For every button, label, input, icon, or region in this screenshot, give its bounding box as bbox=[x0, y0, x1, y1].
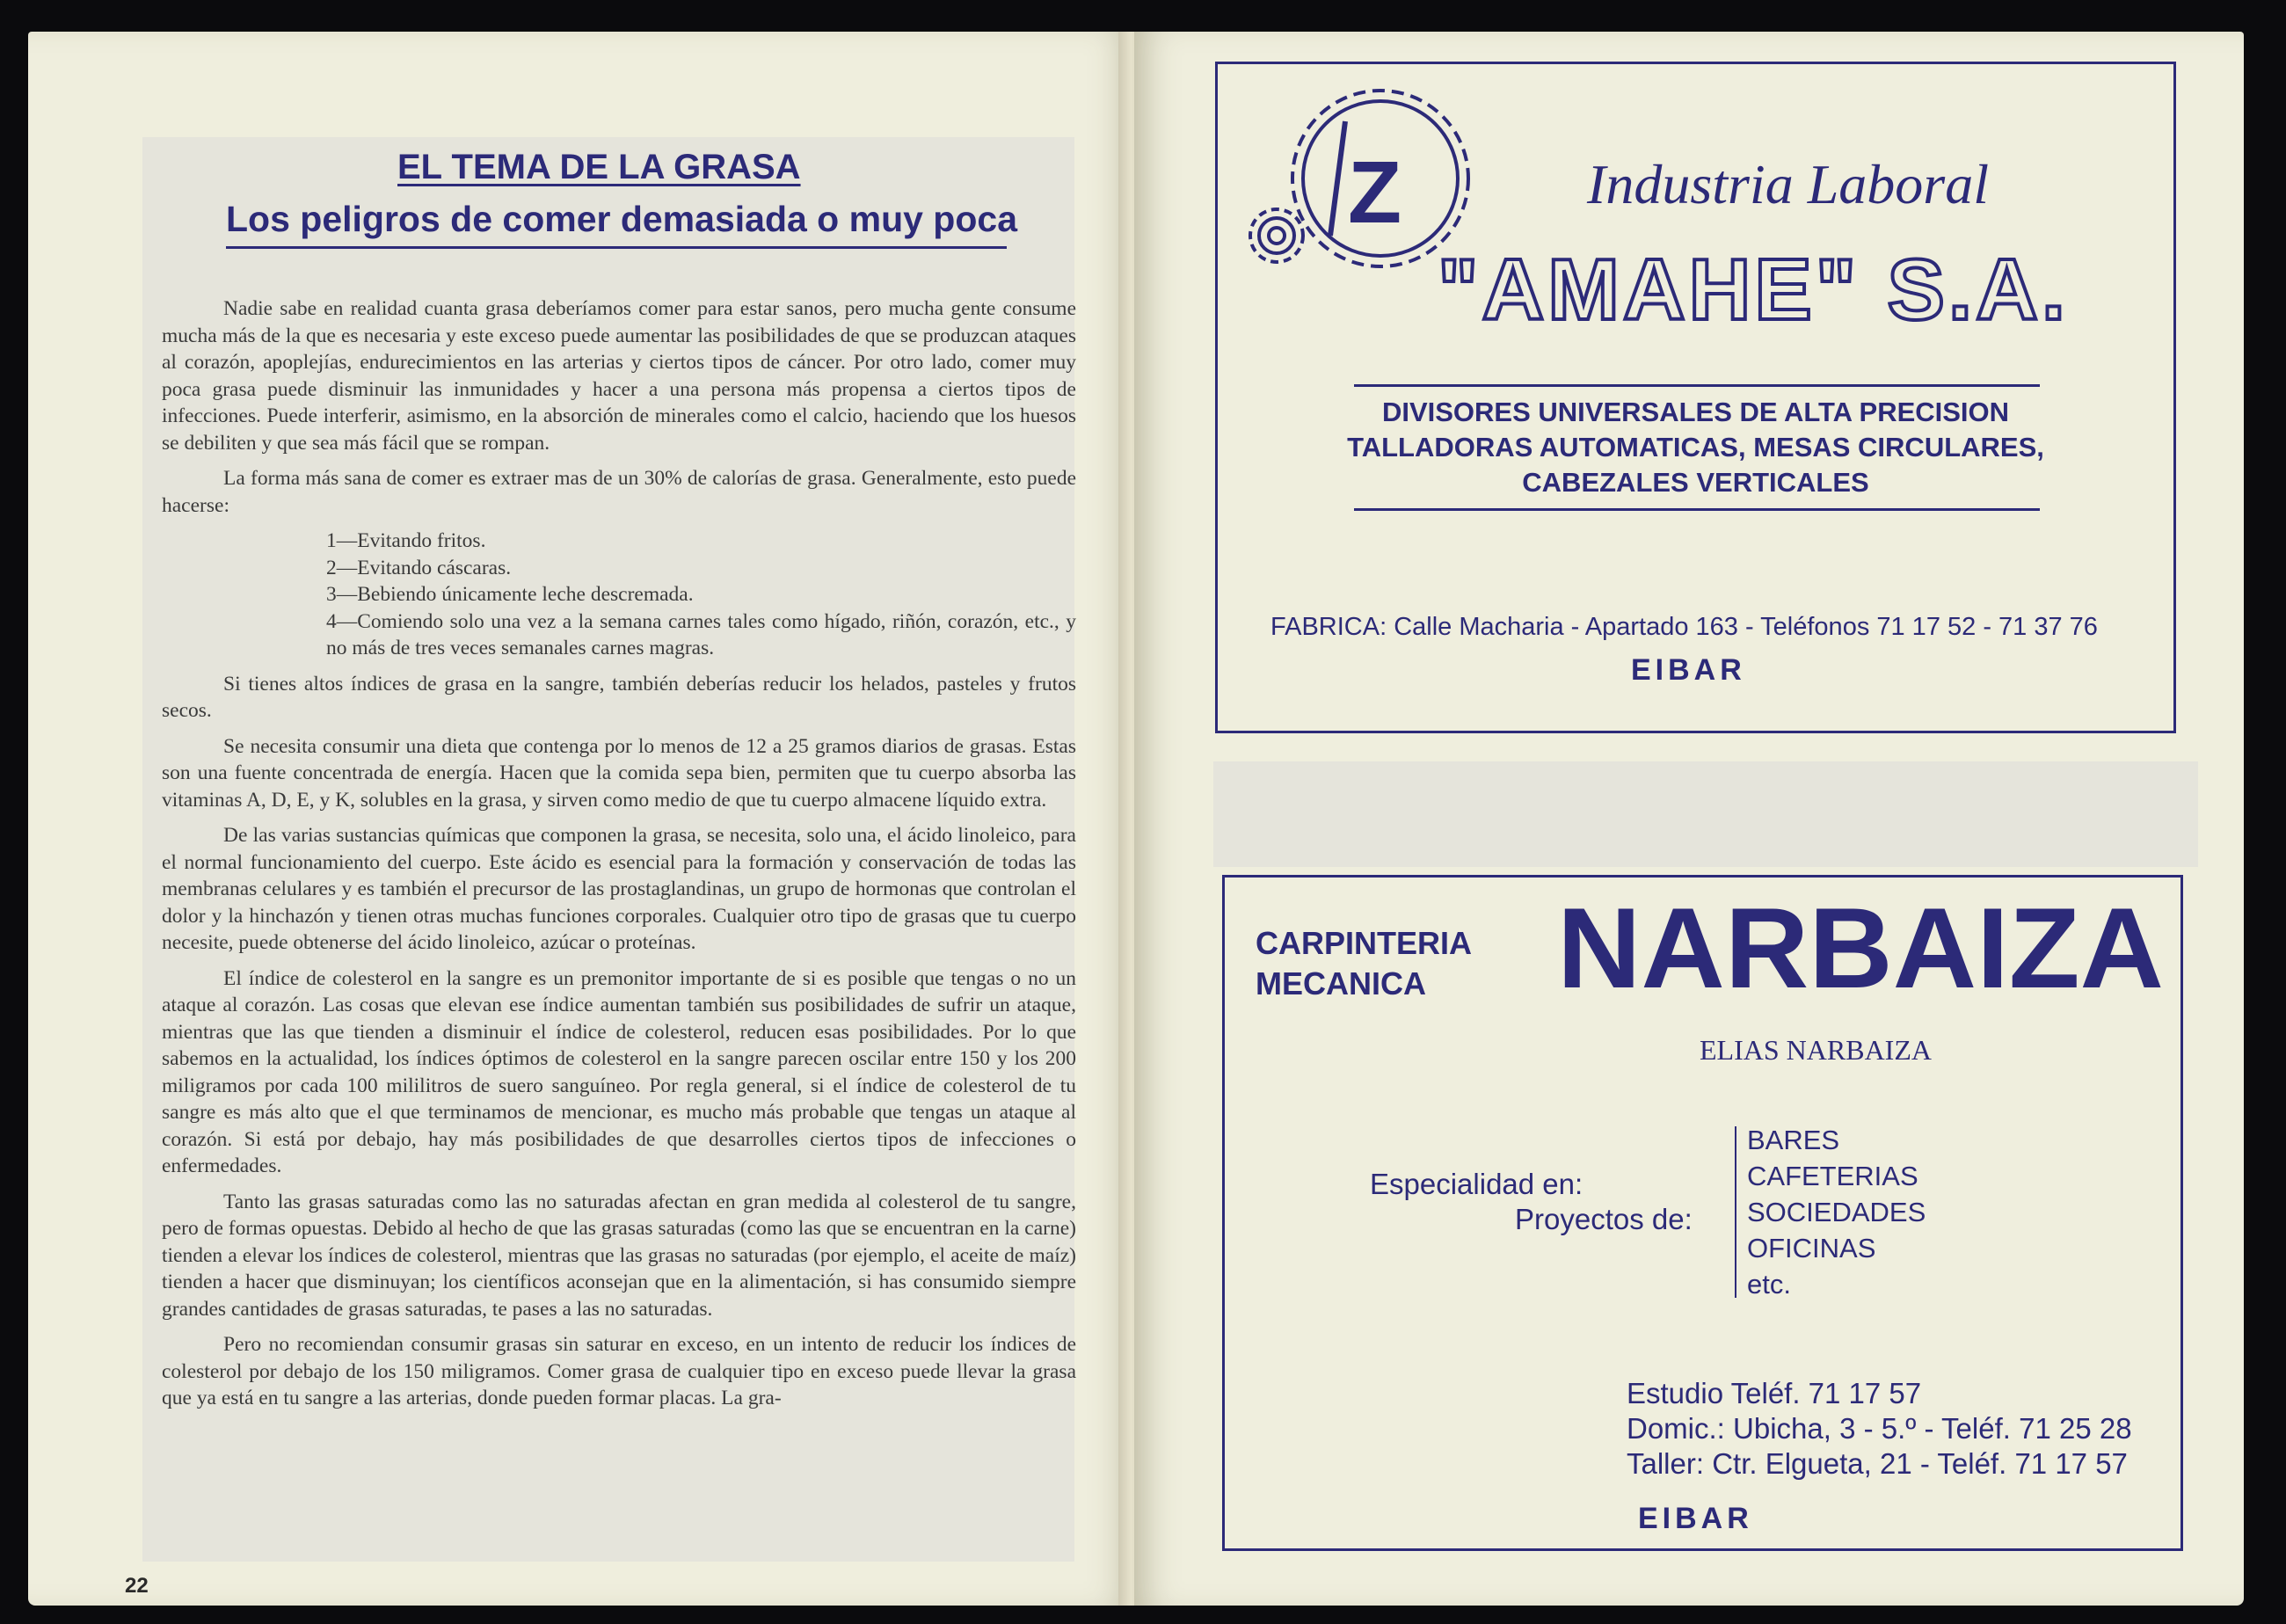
list-item: etc. bbox=[1747, 1269, 1791, 1300]
tips-list bbox=[162, 528, 1076, 662]
narbaiza-advertisement bbox=[1222, 875, 2183, 1551]
ad1-line: DIVISORES UNIVERSALES DE ALTA PRECISION bbox=[1381, 397, 2010, 427]
list-item: BARES bbox=[1747, 1125, 1840, 1155]
ad2-carpinteria: CARPINTERIA bbox=[1256, 925, 1473, 961]
list-item: OFICINAS bbox=[1747, 1233, 1876, 1264]
subtitle-underline bbox=[226, 246, 1007, 249]
ad1-script-title: Industria Laboral bbox=[1587, 153, 1989, 215]
list-item: SOCIEDADES bbox=[1747, 1197, 1926, 1227]
paragraph: Si tienes altos índices de grasa en la sangre, también deberías reducir los helados, pasteles y frutos secos. bbox=[162, 672, 1076, 722]
ad2-city: EIBAR bbox=[1638, 1502, 1753, 1535]
amahe-advertisement bbox=[1215, 62, 2176, 733]
list-item: 1—Evitando fritos. bbox=[326, 529, 486, 552]
paragraph: Pero no recomiendan consumir grasas sin saturar en exceso, en un intento de reducir los índices de colesterol por debajo de los 150 miligramos. Comer grasa de cualquier tipo en exceso puede llevar la grasa que ya está en tu sangre a las arterias, donde pueden formar placas. La gra- bbox=[162, 1333, 1076, 1409]
ad1-line: CABEZALES VERTICALES bbox=[1522, 467, 1869, 498]
list-item: 2—Evitando cáscaras. bbox=[326, 556, 512, 579]
ad2-trade bbox=[1256, 923, 1472, 1004]
ad2-project-list bbox=[1747, 1122, 1926, 1302]
paragraph: Se necesita consumir una dieta que contenga por lo menos de 12 a 25 gramos diarios de grasas. Estas son una fuente concentrada de energía. Hacen que la comida sepa bien, permiten que tu cuerpo absorba las vitaminas A, D, E, y K, solubles en la grasa, y sirven como medio de que tu cuerpo almacene líquido extra. bbox=[162, 734, 1076, 812]
paragraph: Nadie sabe en realidad cuanta grasa deberíamos comer para estar sanos, pero mucha gente consume mucha más de la que es necesaria y este exceso puede aumentar las posibilidades de que se produzcan ataques al corazón, apoplejías, endurecimientos en las arterias y ciertos tipos de cáncer. Por otro lado, comer muy poca grasa puede disminuir las inmunidades y hacer a una persona más propensa a ciertos tipos de infecciones. Puede interferir, asimismo, en la absorción de minerales como el calcio, haciendo que los huesos se debiliten y que sea más fácil que se rompan. bbox=[162, 297, 1076, 455]
ad2-estudio: Estudio Teléf. 71 17 57 bbox=[1627, 1377, 1922, 1409]
list-item: 3—Bebiendo únicamente leche descremada. bbox=[326, 583, 694, 606]
list-item: 4—Comiendo solo una vez a la semana carnes tales como hígado, riñón, corazón, etc., y no más de tres veces semanales carnes magras. bbox=[326, 609, 1076, 659]
divider bbox=[1354, 508, 2040, 511]
page-number: 22 bbox=[125, 1574, 149, 1598]
list-item: CAFETERIAS bbox=[1747, 1161, 1918, 1191]
divider bbox=[1354, 384, 2040, 387]
article-title: EL TEMA DE LA GRASA bbox=[397, 148, 801, 186]
paragraph: Tanto las grasas saturadas como las no saturadas afectan en gran medida al colesterol de tu sangre, pero de formas opuestas. Debido al hecho de que las grasas saturadas (como las que se encuentran en la carne) tienden a elevar los índices de colesterol, mientras que las grasas no saturadas (por ejemplo, el aceite de maíz) tienden a hacer que disminuyan; los científicos aconsejan que en la alimentación, si has consumido siempre grandes cantidades de grasas saturadas, te pases a las no saturadas. bbox=[162, 1190, 1076, 1321]
ad1-factory-address: FABRICA: Calle Macharia - Apartado 163 - Teléfonos 71 17 52 - 71 37 76 bbox=[1270, 613, 2098, 641]
article-subtitle: Los peligros de comer demasiada o muy poca bbox=[226, 199, 1017, 239]
logo-letter: Z bbox=[1348, 143, 1402, 242]
article-body bbox=[162, 295, 1076, 1421]
left-page bbox=[28, 32, 1134, 1606]
ad2-especialidad: Especialidad en: bbox=[1370, 1168, 1583, 1200]
paragraph: La forma más sana de comer es extraer mas de un 30% de calorías de grasa. Generalmente, esto puede hacerse: bbox=[162, 467, 1076, 517]
ad1-company-name: "AMAHE" S.A. bbox=[1438, 241, 2070, 338]
ad2-taller: Taller: Ctr. Elgueta, 21 - Teléf. 71 17 57 bbox=[1627, 1447, 2128, 1480]
show-through-shadow bbox=[1213, 761, 2198, 867]
ad2-brand-text: NARBAIZA bbox=[1557, 895, 2164, 1001]
ad2-mecanica: MECANICA bbox=[1256, 965, 1426, 1001]
narbaiza-logo bbox=[1557, 895, 2164, 1001]
ad2-domicilio: Domic.: Ubicha, 3 - 5.º - Teléf. 71 25 28 bbox=[1627, 1412, 2132, 1445]
list-divider bbox=[1735, 1126, 1736, 1298]
ad1-city: EIBAR bbox=[1631, 653, 1746, 687]
ad1-line: TALLADORAS AUTOMATICAS, MESAS CIRCULARES, bbox=[1347, 432, 2044, 462]
ad2-proyectos: Proyectos de: bbox=[1515, 1203, 1693, 1235]
ad2-owner: ELIAS NARBAIZA bbox=[1700, 1034, 1932, 1066]
paragraph: El índice de colesterol en la sangre es un premonitor importante de si es posible que tengas o no un ataque al corazón. Las cosas que elevan ese índice aumentan también sus posibilidades de sufrir un ataque, mientras que las que tienden a disminuir el índice de colesterol, reducen esas posibilidades. Por lo que sabemos en la actualidad, los índices óptimos de colesterol en la sangre parecen oscilar entre 150 y los 200 miligramos por cada 100 mililitros de suero sanguíneo. Por regla general, si el índice de colesterol de tu sangre es más alto que el que terminamos de mencionar, es mucho más probable que tengas un ataque al corazón. Si está por debajo, hay más posibilidades de que desarrolles ciertos tipos de infecciones o enfermedades. bbox=[162, 966, 1076, 1177]
paragraph: De las varias sustancias químicas que componen la grasa, se necesita, solo una, el ácido linoleico, para el normal funcionamiento del cuerpo. Este ácido es esencial para la formación y conservación de todas las membranas celulares y es también el precursor de las prostaglandinas, un grupo de hormonas que controlan el dolor y la hinchazón y tienen otras muchas funciones corporales. Cualquier otro tipo de grasas que tu cuerpo necesite, puede obtenerse del ácido linoleico, azúcar o proteínas. bbox=[162, 824, 1076, 954]
